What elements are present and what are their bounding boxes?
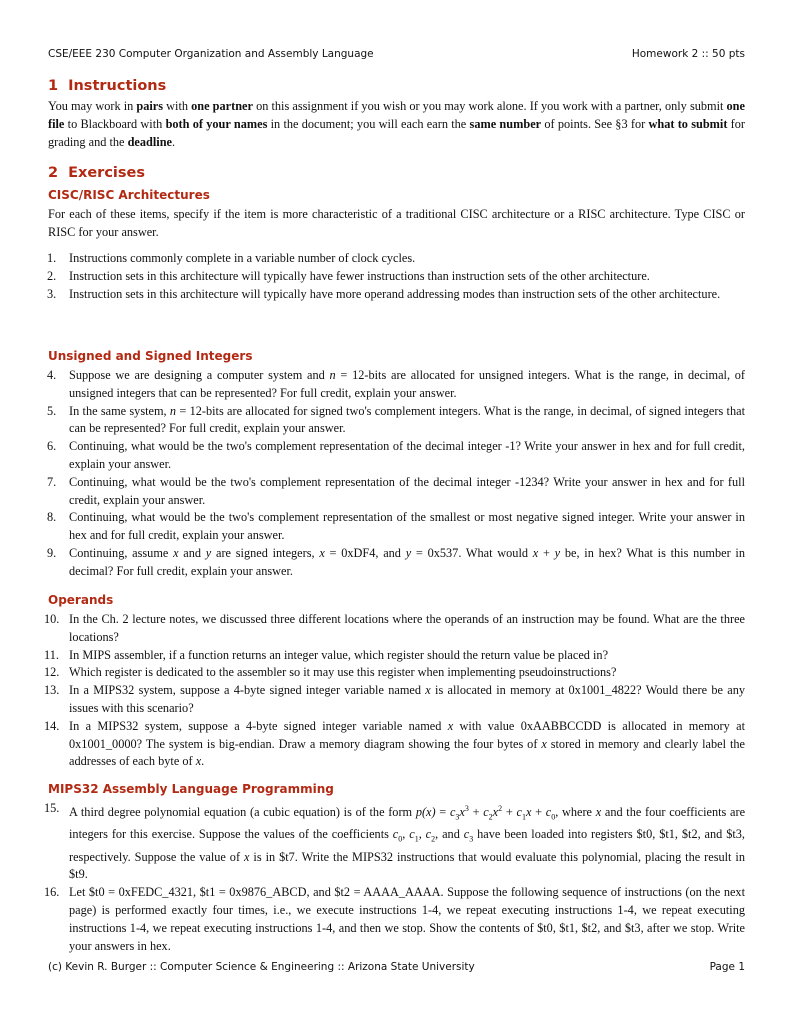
question-item: 4. Suppose we are designing a computer system and n = 12-bits are allocated for unsigned integers. What is the range, in decimal, of unsigned integers that can be represented? For full credit, explain your answer. [47, 368, 745, 400]
question-item: 13. In a MIPS32 system, suppose a 4-byte signed integer variable named x is allocated in memory at 0x1001_4822? Would there be any issues with this scenario? [44, 683, 745, 715]
mips-question-list [44, 800, 746, 955]
section-number: 2 [48, 165, 59, 181]
question-item: 5. In the same system, n = 12-bits are allocated for signed two's complement integers. What is the range, in decimal, of signed integers that can be represented? For full credit, explain your answer. [47, 403, 745, 436]
section-title: Exercises [68, 165, 145, 181]
question-item: 6. Continuing, what would be the two's complement representation of the decimal integer -1? Write your answer in hex and for full credit, explain your answer. [47, 439, 745, 471]
subheading-cisc-risc: CISC/RISC Architectures [48, 188, 210, 202]
subheading-operands: Operands [48, 593, 114, 607]
cisc-question-list [48, 250, 745, 303]
question-item: 9. Continuing, assume x and y are signed integers, x = 0xDF4, and y = 0x537. What would x + y be, in hex? What is this number in decimal? For full credit, explain your answer. [47, 545, 745, 578]
cisc-intro: For each of these items, specify if the item is more characteristic of a traditional CISC architecture or a RISC architecture. Type CISC or RISC for your answer. [48, 207, 745, 240]
page-header-title: CSE/EEE 230 Computer Organization and Assembly Language [48, 48, 374, 60]
page-footer-credit: (c) Kevin R. Burger :: Computer Science & Engineering :: Arizona State University [48, 961, 475, 973]
question-item: 3. Instruction sets in this architecture will typically have more operand addressing modes than instruction sets of the other architecture. [47, 286, 721, 301]
question-item: 16. Let $t0 = 0xFEDC_4321, $t1 = 0x9876_ABCD, and $t2 = AAAA_AAAA. Suppose the following sequence of instructions (on the next page) is performed exactly four times, i.e., we execute instructions 1-4, we repeat executing instructions 1-4, we repeat executing instructions 1-4, we repeat executing instructions 1-4, and then we stop. Show the contents of $t0, $t1, $t2, and $t3, after we stop. Write your answers in hex. [44, 885, 745, 953]
question-item: 12. Which register is dedicated to the assembler so it may use this register when implementing pseudoinstructions? [44, 665, 617, 680]
question-item: 11. In MIPS assembler, if a function returns an integer value, which register should the return value be placed in? [44, 647, 609, 662]
page-footer-page-number: Page 1 [709, 961, 745, 973]
page-header-homework: Homework 2 :: 50 pts [631, 48, 745, 60]
integers-question-list [48, 367, 745, 581]
question-item: 15. A third degree polynomial equation (a cubic equation) is of the form $p(x) = c_3x^3 + c_2x^2 + c_1x + c_0$, where x and the four coefficients are integers for this exercise. Suppose the values of the coefficients $c_0$, $c_1$, $c_2$, and $c_3$ have been loaded into registers $t0, $t1, $t2, and $t3, respectively. Suppose the value of x is in $t7. Write the MIPS32 instructions that would evaluate this polynomial, placing the result in $t9. [44, 801, 746, 882]
question-item: 7. Continuing, what would be the two's complement representation of the decimal integer -1234? Write your answer in hex and for full credit, explain your answer. [47, 474, 745, 507]
question-item: 10. In the Ch. 2 lecture notes, we discussed three different locations where the operands of an instruction may be found. What are the three locations? [44, 612, 745, 644]
operands-question-list [44, 611, 745, 771]
section-title: Instructions [68, 78, 167, 94]
question-item: 14. In a MIPS32 system, suppose a 4-byte signed integer variable named x with value 0xAABBCCDD is allocated in memory at 0x1001_0000? The system is big-endian. Draw a memory diagram showing the four bytes of x stored in memory and clearly label the addresses of each byte of x. [44, 718, 745, 769]
section-number: 1 [48, 78, 59, 94]
subheading-integers: Unsigned and Signed Integers [48, 349, 253, 363]
subheading-mips-programming: MIPS32 Assembly Language Programming [48, 782, 334, 796]
section-heading-instructions [48, 78, 166, 94]
question-item: 8. Continuing, what would be the two's complement representation of the smallest or most negative signed integer. Write your answer in hex and for full credit, explain your answer. [47, 510, 745, 543]
question-item: 1. Instructions commonly complete in a variable number of clock cycles. [47, 251, 416, 265]
instructions-paragraph: You may work in pairs with one partner on this assignment if you wish or you may work alone. If you work with a partner, only submit one file to Blackboard with both of your names in the document; you will each earn the same number of points. See §3 for what to submit for grading and the deadline. [48, 99, 746, 150]
section-heading-exercises [48, 165, 145, 181]
question-item: 2. Instruction sets in this architecture will typically have fewer instructions than instruction sets of the other architecture. [47, 268, 650, 283]
